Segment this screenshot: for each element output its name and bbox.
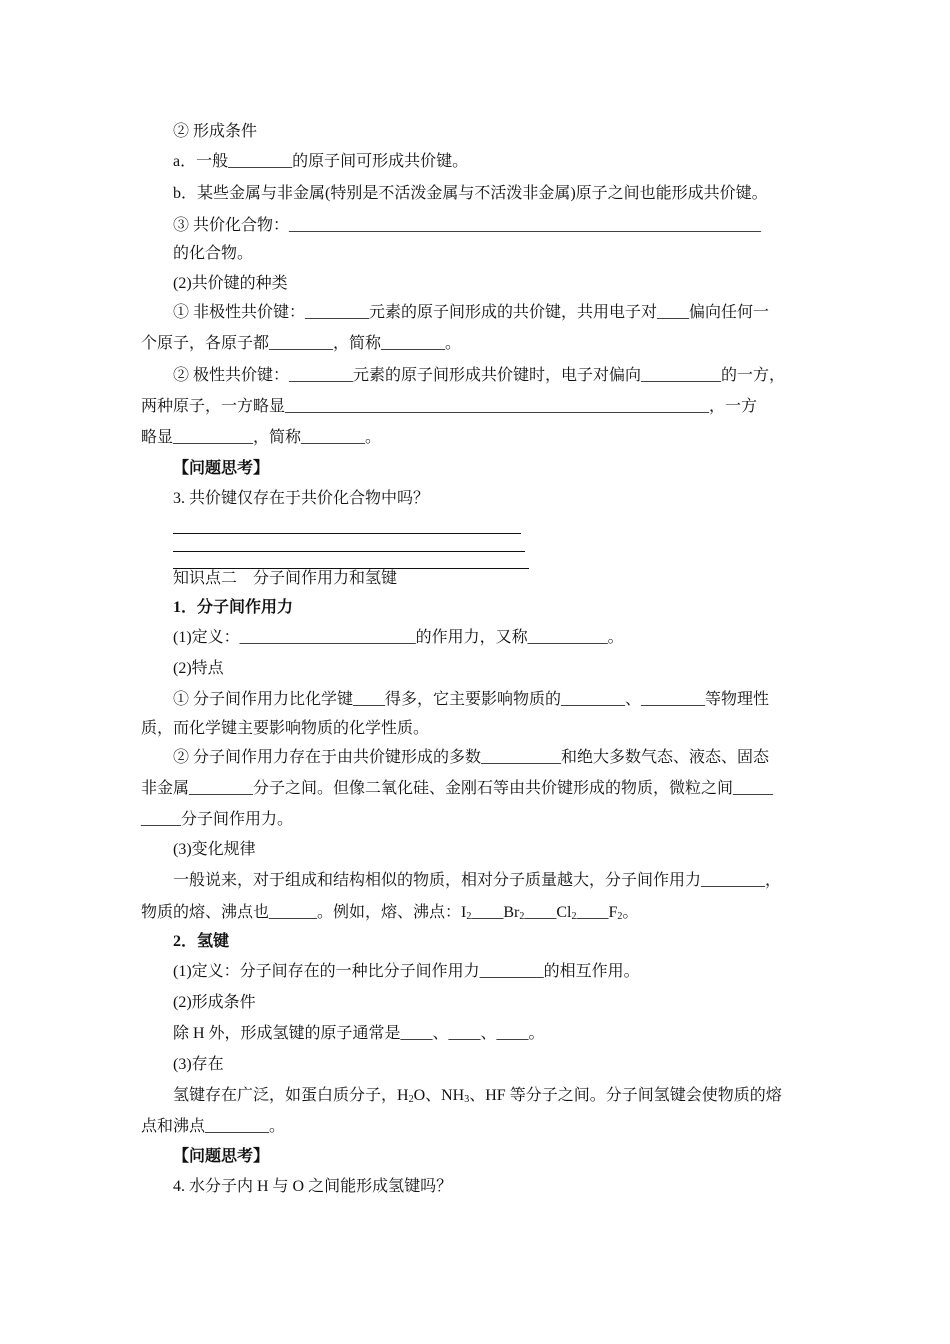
covalent-compound-def-end: 的化合物。: [173, 245, 254, 262]
characteristic-2-line2: 非金属________分子之间。但像二氧化硅、金刚石等由共价键形成的物质，微粒之间_____: [141, 780, 774, 797]
hbond-existence-heading: (3)存在: [173, 1056, 224, 1073]
polar-bond-line2: 两种原子，一方略显_____________________________________________________，一方: [141, 398, 758, 415]
characteristic-1-line2: 质，而化学键主要影响物质的化学性质。: [141, 720, 430, 737]
nonpolar-bond-line1: ① 非极性共价键：________元素的原子间形成的共价键，共用电子对____偏向任何一: [173, 304, 770, 321]
hbond-conditions-heading: (2)形成条件: [173, 994, 256, 1011]
variation-rule-line1: 一般说来，对于组成和结构相似的物质，相对分子质量越大，分子间作用力________，: [173, 872, 782, 889]
hbond-existence-line2: 点和沸点________。: [141, 1118, 286, 1135]
question-3: 3. 共价键仅存在于共价化合物中吗？: [173, 490, 430, 507]
knowledge-point-2-title: 知识点二 分子间作用力和氢键: [173, 570, 398, 587]
condition-b: b．某些金属与非金属(特别是不活泼金属与不活泼非金属)原子之间也能形成共价键。: [173, 185, 768, 202]
hbond-definition: (1)定义：分子间存在的一种比分子间作用力________的相互作用。: [173, 963, 640, 980]
question-think-label-1: 【问题思考】: [173, 460, 270, 477]
covalent-compound-def: ③ 共价化合物：___________________________________________________________: [173, 217, 762, 234]
bond-types-heading: (2)共价键的种类: [173, 275, 288, 292]
nonpolar-bond-line2: 个原子，各原子都________，简称________。: [141, 335, 462, 352]
characteristic-1-line1: ① 分子间作用力比化学键____得多，它主要影响物质的________、________等物理性: [173, 691, 770, 708]
variation-rule-line2: 物质的熔、沸点也______。例如，熔、沸点：$I_2\_\_\_\_Br_2\_\_\_\_Cl_2\_\_\_\_F_2$。: [141, 904, 639, 922]
section-2-heading: 2．氢键: [173, 933, 230, 950]
definition-line: (1)定义：______________________的作用力，又称__________。: [173, 629, 624, 646]
question-4: 4. 水分子内 H 与 O 之间能形成氢键吗？: [173, 1178, 453, 1195]
characteristic-2-line1: ② 分子间作用力存在于由共价键形成的多数__________和绝大多数气态、液态、固态: [173, 749, 770, 766]
answer-line-1: [173, 533, 521, 534]
polar-bond-line1: ② 极性共价键：________元素的原子间形成共价键时，电子对偏向__________的一方，: [173, 367, 786, 384]
hbond-conditions-line: 除 H 外，形成氢键的原子通常是____、____、____。: [173, 1025, 545, 1042]
variation-rule-heading: (3)变化规律: [173, 841, 256, 858]
characteristic-2-line3: _____分子间作用力。: [141, 811, 294, 828]
characteristics-heading: (2)特点: [173, 660, 224, 677]
formation-conditions-heading: ② 形成条件: [173, 123, 258, 140]
question-think-label-2: 【问题思考】: [173, 1148, 270, 1165]
hbond-existence-line1: 氢键存在广泛，如蛋白质分子，$H_2O$、$NH_3$、HF 等分子之间。分子间氢键会使物质的熔: [173, 1087, 782, 1105]
section-1-heading: 1．分子间作用力: [173, 599, 294, 616]
polar-bond-line3: 略显__________，简称________。: [141, 429, 382, 446]
condition-a: a．一般________的原子间可形成共价键。: [173, 153, 469, 170]
answer-line-2: [173, 551, 525, 552]
